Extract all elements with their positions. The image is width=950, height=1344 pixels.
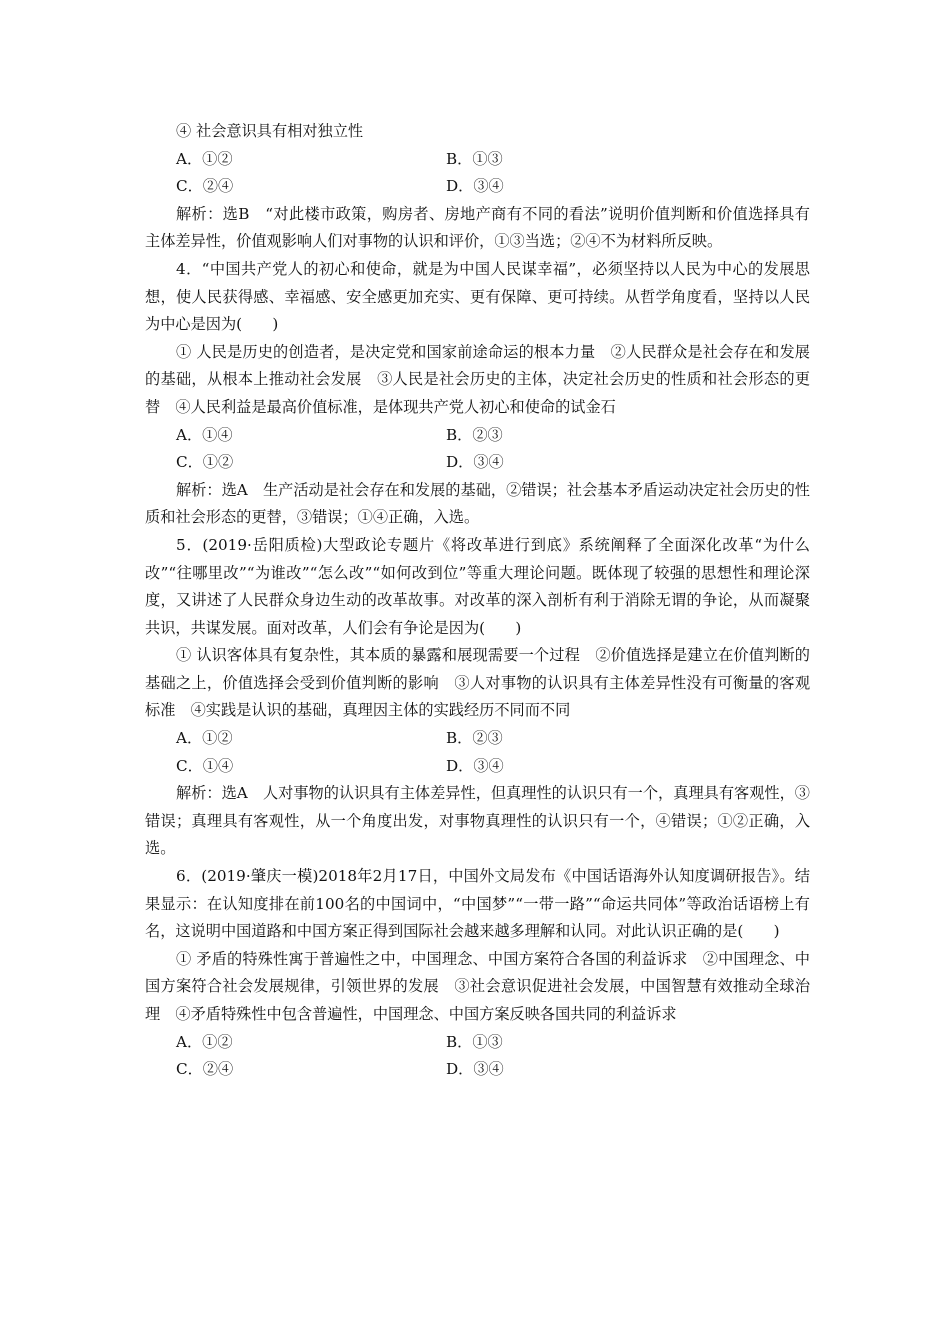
q5-statements: ① 认识客体具有复杂性，其本质的暴露和展现需要一个过程 ②价值选择是建立在价值判断的基础之上，价值选择会受到价值判断的影响 ③人对事物的认识具有主体差异性没有可衡量的客观标准 ④实践是认识的基础，真理因主体的实践经历不同而不同 — [145, 646, 810, 720]
q4-stem: 4．“中国共产党人的初心和使命，就是为中国人民谋幸福”，必须坚持以人民为中心的发展思想，使人民获得感、幸福感、安全感更加充实、更有保障、更可持续。从哲学角度看，坚持以人民为中心是因为( ) — [145, 259, 810, 334]
q4-options-row-1 — [145, 422, 810, 450]
q6-option-a: A．①② — [176, 1032, 233, 1051]
q5-option-c: C．①④ — [176, 756, 234, 775]
q5-options-row-1 — [145, 725, 810, 753]
q6-option-c: C．②④ — [176, 1060, 234, 1079]
q5-option-b: B．②③ — [446, 729, 503, 748]
q6-option-b: B．①③ — [446, 1032, 503, 1051]
q6-options-row-2 — [145, 1056, 810, 1084]
q4-analysis: 解析：选A 生产活动是社会存在和发展的基础，②错误；社会基本矛盾运动决定社会历史的性质和社会形态的更替，③错误；①④正确，入选。 — [145, 480, 810, 527]
q3-options-row-1 — [145, 146, 810, 174]
q3-statement-4: ④ 社会意识具有相对独立性 — [176, 122, 364, 140]
q3-option-a: A．①② — [176, 149, 233, 168]
q5-options-row-2 — [145, 753, 810, 781]
document-page — [145, 118, 810, 1084]
q4-option-a: A．①④ — [176, 425, 233, 444]
q5-analysis: 解析：选A 人对事物的认识具有主体差异性，但真理性的认识只有一个，真理具有客观性，③错误；真理具有客观性，从一个角度出发，对事物真理性的认识只有一个，④错误；①②正确，入选。 — [145, 784, 810, 858]
q5-stem: 5．(2019·岳阳质检)大型政论专题片《将改革进行到底》系统阐释了全面深化改革“为什么改”“往哪里改”“为谁改”“怎么改”“如何改到位”等重大理论问题。既体现了较强的思想性和理论深度，又讲述了人民群众身边生动的改革故事。对改革的深入剖析有利于消除无谓的争论，从而凝聚共识，共谋发展。面对改革，人们会有争论是因为( ) — [145, 535, 810, 637]
q3-option-c: C．②④ — [176, 177, 234, 196]
q3-analysis: 解析：选B “对此楼市政策，购房者、房地产商有不同的看法”说明价值判断和价值选择具有主体差异性，价值观影响人们对事物的认识和评价，①③当选；②④不为材料所反映。 — [145, 204, 810, 251]
q4-option-c: C．①② — [176, 453, 234, 472]
q6-statements: ① 矛盾的特殊性寓于普遍性之中，中国理念、中国方案符合各国的利益诉求 ②中国理念、中国方案符合社会发展规律，引领世界的发展 ③社会意识促进社会发展，中国智慧有效推动全球治理 ④矛盾特殊性中包含普遍性，中国理念、中国方案反映各国共同的利益诉求 — [145, 949, 810, 1023]
q5-option-a: A．①② — [176, 729, 233, 748]
q4-statements: ① 人民是历史的创造者，是决定党和国家前途命运的根本力量 ②人民群众是社会存在和发展的基础，从根本上推动社会发展 ③人民是社会历史的主体，决定社会历史的性质和社会形态的更替 ④人民利益是最高价值标准，是体现共产党人初心和使命的试金石 — [145, 342, 810, 416]
q3-options-row-2 — [145, 173, 810, 201]
q3-option-d: D．③④ — [446, 177, 504, 196]
q6-stem: 6．(2019·肇庆一模)2018年2月17日，中国外文局发布《中国话语海外认知度调研报告》。结果显示：在认知度排在前100名的中国词中，“中国梦”“一带一路”“命运共同体”等政治话语榜上有名，这说明中国道路和中国方案正得到国际社会越来越多理解和认同。对此认识正确的是( ) — [145, 867, 810, 941]
q4-option-d: D．③④ — [446, 453, 504, 472]
q6-option-d: D．③④ — [446, 1060, 504, 1079]
q4-option-b: B．②③ — [446, 425, 503, 444]
q3-option-b: B．①③ — [446, 149, 503, 168]
q5-option-d: D．③④ — [446, 756, 504, 775]
q6-options-row-1 — [145, 1029, 810, 1057]
q4-options-row-2 — [145, 449, 810, 477]
